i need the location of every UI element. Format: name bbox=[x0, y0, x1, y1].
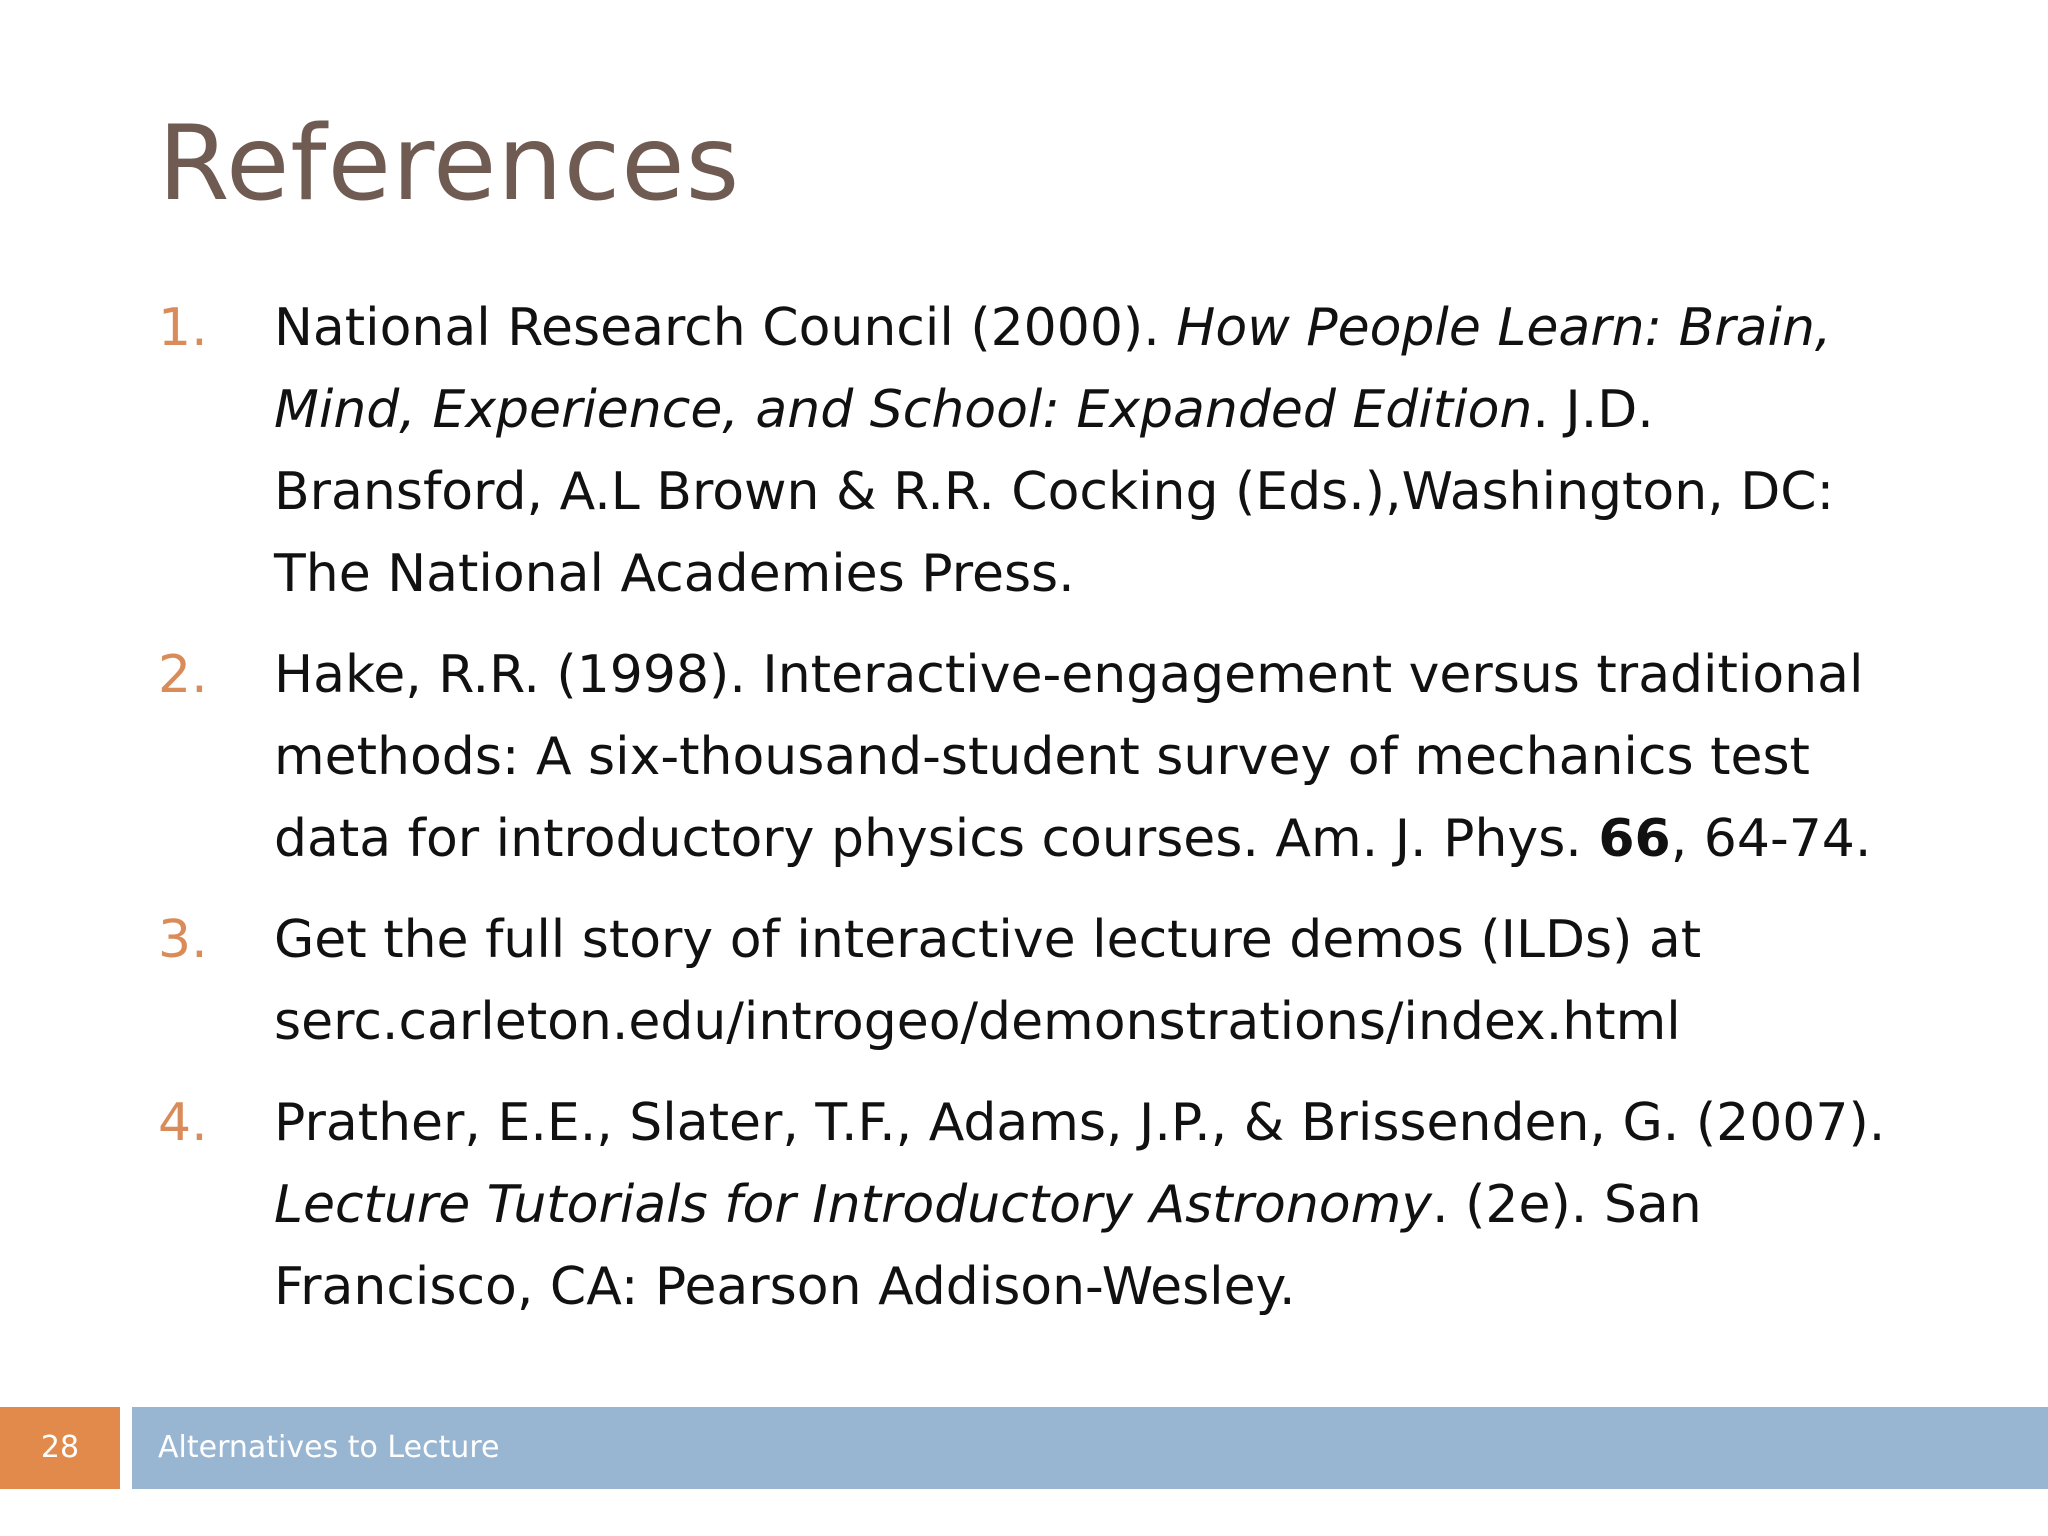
reference-text-part: . J.D. Bransford, A.L Brown & R.R. Cocking (Eds.),Washington, DC: The National Academies Press. bbox=[274, 380, 1835, 604]
reference-item bbox=[158, 1082, 1938, 1328]
reference-number: 2. bbox=[158, 645, 208, 705]
reference-item bbox=[158, 287, 1938, 615]
reference-book-title: How People Learn: Brain, Mind, Experience, and School: Expanded Edition bbox=[274, 298, 1832, 440]
reference-text bbox=[274, 1082, 1938, 1328]
reference-text-part: National Research Council (2000). bbox=[274, 298, 1177, 358]
reference-text bbox=[274, 634, 1938, 880]
reference-text bbox=[274, 287, 1938, 615]
reference-volume: 66 bbox=[1598, 809, 1671, 869]
footer-title: Alternatives to Lecture bbox=[158, 1430, 500, 1465]
reference-item bbox=[158, 634, 1938, 880]
reference-number: 4. bbox=[158, 1093, 208, 1153]
reference-item bbox=[158, 899, 1938, 1063]
reference-number: 1. bbox=[158, 298, 208, 358]
reference-number: 3. bbox=[158, 910, 208, 970]
reference-book-title: Lecture Tutorials for Introductory Astronomy bbox=[274, 1175, 1433, 1235]
page-number: 28 bbox=[0, 1407, 120, 1489]
reference-text-part: , 64-74. bbox=[1670, 809, 1872, 869]
references-list bbox=[158, 287, 1938, 1347]
reference-text-part: Hake, R.R. (1998). Interactive-engagement versus traditional methods: A six-thousand-student survey of mechanics test data for introductory physics courses. Am. J. Phys. bbox=[274, 645, 1864, 869]
reference-text bbox=[274, 899, 1938, 1063]
reference-text-part: Get the full story of interactive lecture demos (ILDs) at serc.carleton.edu/introgeo/demonstrations/index.html bbox=[274, 910, 1702, 1052]
footer-bar bbox=[132, 1407, 2048, 1489]
slide-footer bbox=[0, 1407, 2048, 1489]
slide-title: References bbox=[158, 104, 741, 224]
reference-text-part: . (2e). San Francisco, CA: Pearson Addison-Wesley. bbox=[274, 1175, 1702, 1317]
reference-text-part: Prather, E.E., Slater, T.F., Adams, J.P., & Brissenden, G. (2007). bbox=[274, 1093, 1886, 1153]
